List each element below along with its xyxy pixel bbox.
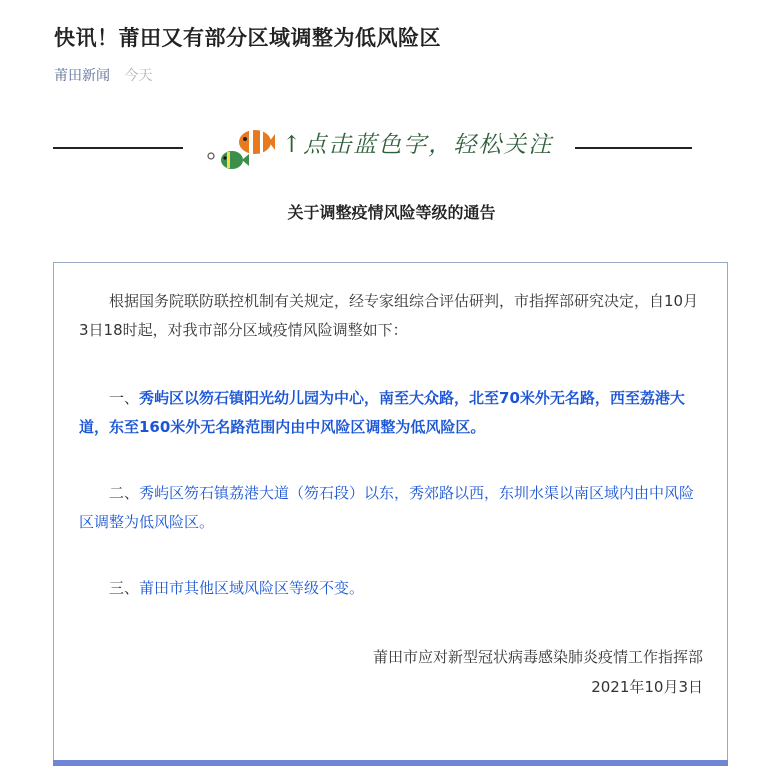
item-prefix: 二、 [109,484,140,502]
divider-right [575,147,692,149]
article-title: 快讯！莆田又有部分区域调整为低风险区 [54,26,441,50]
follow-banner[interactable] [0,118,783,178]
item-prefix: 一、 [109,389,140,407]
source-link[interactable]: 莆田新闻 [54,68,110,84]
notice-title: 关于调整疫情风险等级的通告 [287,203,496,222]
notice-box [53,262,728,765]
notice-item [79,479,707,537]
notice-intro: 根据国务院联防联控机制有关规定，经专家组综合评估研判，市指挥部研究决定，自10月3日18时起，对我市部分区域疫情风险调整如下： [79,292,699,339]
notice-item [79,574,707,603]
sign-date: 2021年10月3日 [591,678,703,696]
follow-prompt[interactable]: ↑点击蓝色字，轻松关注 [282,132,554,158]
box-bottom-bar [53,760,728,766]
signature: 莆田市应对新型冠状病毒感染肺炎疫情工作指挥部 [372,648,703,666]
item-text: 秀屿区以笏石镇阳光幼儿园为中心，南至大众路，北至70米外无名路，西至荔港大道，东至160米外无名路范围内由中风险区调整为低风险区。 [79,389,685,436]
notice-item [79,384,707,442]
item-text: 莆田市其他区域风险区等级不变。 [139,579,365,597]
article-meta [54,65,152,85]
clownfish-icon [205,118,275,178]
notice-signature-block [373,642,703,702]
publish-date: 今天 [124,68,153,84]
divider-left [53,147,183,149]
item-text: 秀屿区笏石镇荔港大道（笏石段）以东，秀郊路以西，东圳水渠以南区域内由中风险区调整为低风险区。 [79,484,695,531]
item-prefix: 三、 [109,579,140,597]
